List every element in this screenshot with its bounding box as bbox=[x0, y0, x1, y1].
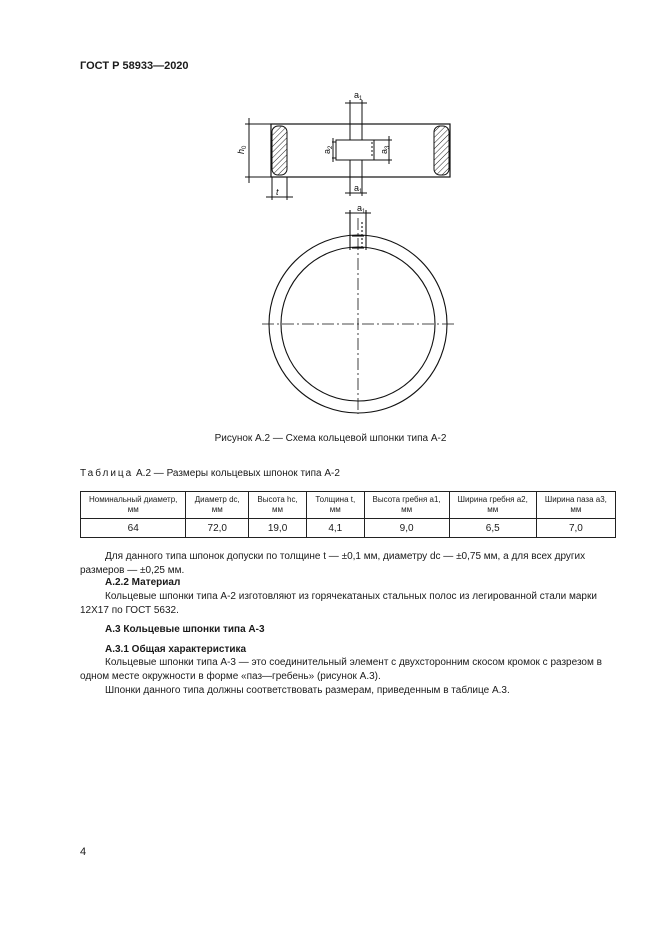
material-heading: А.2.2 Материал bbox=[105, 577, 181, 588]
side-view bbox=[245, 100, 450, 200]
tolerance-paragraph: Для данного типа шпонок допуски по толщине t — ±0,1 мм, диаметру dc — ±0,75 мм, а для всех других размеров — ±0,25 мм. bbox=[80, 551, 586, 576]
general-paragraph: Кольцевые шпонки типа А-3 — это соединительный элемент с двухсторонним скосом кромок с разрезом в одном месте окружности в форме «паз—гребень» (рисунок А.3). bbox=[80, 657, 602, 682]
label-a1-bottom: $a_1$ bbox=[354, 183, 363, 195]
cell-groove-width: 7,0 bbox=[536, 519, 615, 538]
right-section bbox=[434, 126, 449, 175]
figure-caption: Рисунок А.2 — Схема кольцевой шпонки типа А-2 bbox=[214, 433, 447, 444]
th-ridge-width: Ширина гребня a2, мм bbox=[449, 492, 536, 519]
label-h0: $h_0$ bbox=[236, 145, 248, 154]
cell-ridge-width: 6,5 bbox=[449, 519, 536, 538]
cell-nominal-diameter: 64 bbox=[81, 519, 186, 538]
table-caption-prefix: Таблица bbox=[80, 468, 134, 479]
table-caption bbox=[80, 468, 340, 479]
th-diameter: Диаметр dc, мм bbox=[186, 492, 249, 519]
label-a2: $a_2$ bbox=[322, 145, 334, 154]
joint-groove bbox=[336, 140, 374, 160]
label-t: t bbox=[276, 187, 279, 197]
dimensions-table bbox=[80, 491, 616, 538]
table-caption-text: А.2 — Размеры кольцевых шпонок типа А-2 bbox=[133, 468, 340, 479]
th-ridge-height: Высота гребня a1, мм bbox=[364, 492, 449, 519]
dimensions-paragraph: Шпонки данного типа должны соответствовать размерам, приведенным в таблице А.3. bbox=[105, 685, 510, 696]
th-thickness: Толщина t, мм bbox=[307, 492, 365, 519]
left-section bbox=[272, 126, 287, 175]
cell-thickness: 4,1 bbox=[307, 519, 365, 538]
table-row bbox=[81, 519, 616, 538]
th-groove-width: Ширина паза a3, мм bbox=[536, 492, 615, 519]
th-nominal-diameter: Номинальный диаметр, мм bbox=[81, 492, 186, 519]
cell-diameter: 72,0 bbox=[186, 519, 249, 538]
cell-ridge-height: 9,0 bbox=[364, 519, 449, 538]
label-a1-top: $a_1$ bbox=[354, 90, 363, 102]
standard-header: ГОСТ Р 58933—2020 bbox=[80, 60, 189, 72]
section-a3-heading: А.3 Кольцевые шпонки типа А-3 bbox=[105, 624, 265, 635]
material-paragraph: Кольцевые шпонки типа А-2 изготовляют из горячекатаных стальных полос из легированной стали марки 12Х17 по ГОСТ 5632. bbox=[80, 591, 597, 616]
plan-view bbox=[262, 210, 454, 414]
th-height: Высота hc, мм bbox=[249, 492, 307, 519]
label-a1-plan: $a_1$ bbox=[357, 203, 366, 215]
table-header-row bbox=[81, 492, 616, 519]
general-heading: А.3.1 Общая характеристика bbox=[105, 644, 247, 655]
ring-key-drawing bbox=[0, 0, 661, 430]
page-number: 4 bbox=[80, 846, 87, 858]
label-a3: $a_3$ bbox=[379, 145, 391, 154]
cell-height: 19,0 bbox=[249, 519, 307, 538]
